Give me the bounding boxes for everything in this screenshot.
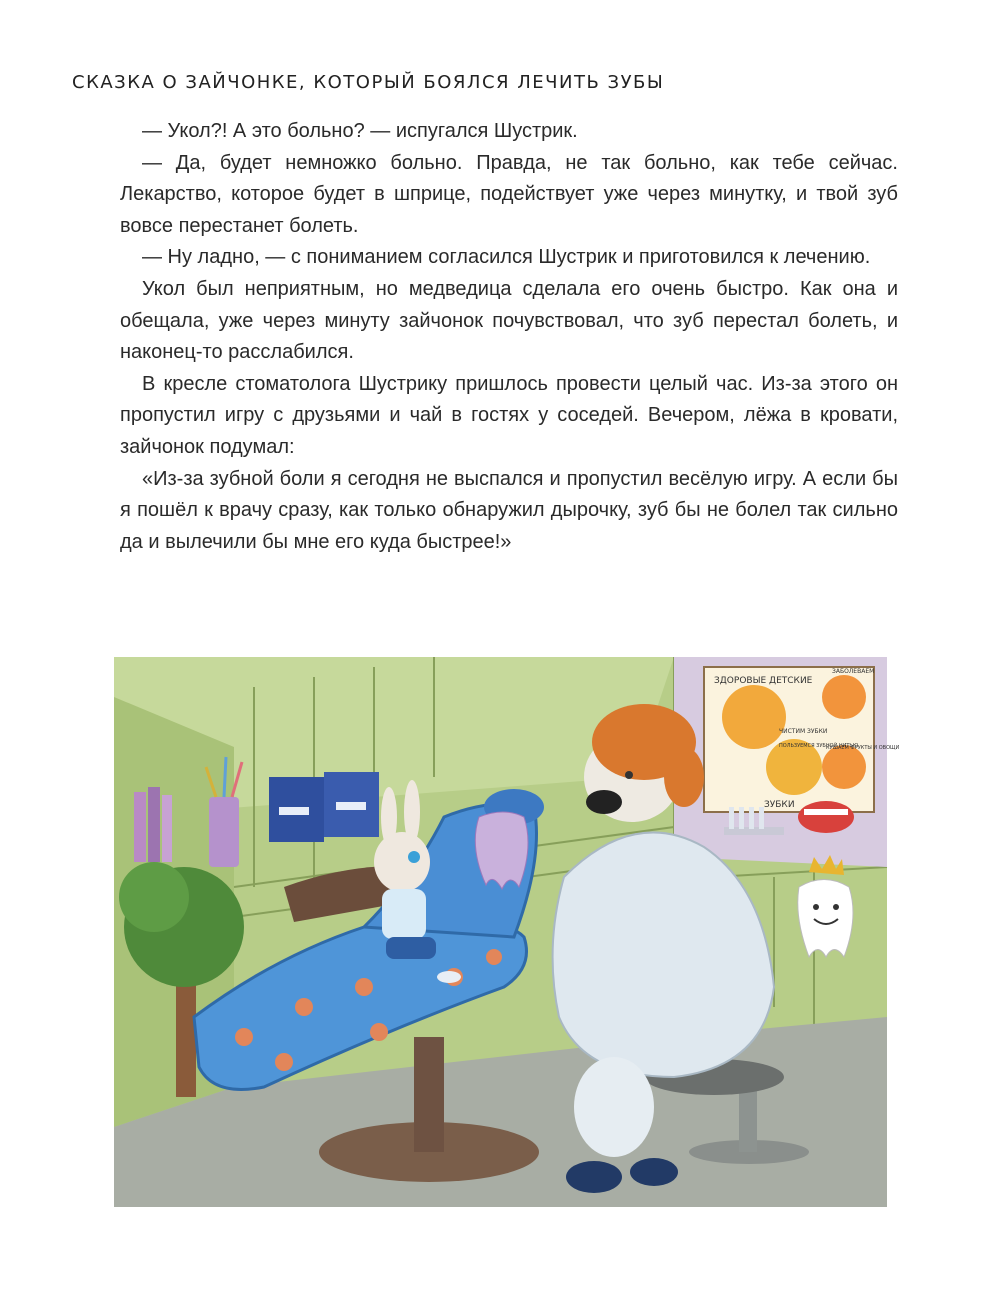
svg-text:ПОЛЬЗУЕМСЯ ЗУБНОЙ НИТЬЮ: ПОЛЬЗУЕМСЯ ЗУБНОЙ НИТЬЮ — [779, 743, 859, 749]
svg-text:ЗУБКИ: ЗУБКИ — [764, 800, 795, 810]
supply-boxes — [269, 772, 379, 842]
story-text — [120, 116, 898, 558]
jaw-model — [798, 801, 854, 833]
svg-text:КУШАЕМ ФРУКТЫ И ОВОЩИ: КУШАЕМ ФРУКТЫ И ОВОЩИ — [826, 745, 900, 751]
svg-text:ЗДОРОВЫЕ ДЕТСКИЕ: ЗДОРОВЫЕ ДЕТСКИЕ — [714, 676, 813, 686]
sick-tooth — [475, 812, 528, 889]
paragraph: — Укол?! А это больно? — испугался Шустрик. — [142, 120, 578, 142]
paragraph: «Из-за зубной боли я сегодня не выспался и пропустил весёлую игру. А если бы я пошёл к врачу сразу, как только обнаружил дырочку, зуб бы не болел так сильно да и вылечили бы мне его куда быстрее!» — [120, 467, 898, 553]
paragraph: В кресле стоматолога Шустрику пришлось провести целый час. Из-за этого он пропустил игру с друзьями и чай в гостях у соседей. Вечером, лёжа в кровати, зайчонок подумал: — [120, 372, 898, 458]
svg-text:ЧИСТИМ ЗУБКИ: ЧИСТИМ ЗУБКИ — [779, 728, 828, 735]
paragraph: — Ну ладно, — с пониманием согласился Шустрик и приготовился к лечению. — [142, 246, 871, 269]
dentist-illustration — [114, 657, 900, 1207]
books — [134, 787, 172, 862]
running-header: СКАЗКА О ЗАЙЧОНКЕ, КОТОРЫЙ БОЯЛСЯ ЛЕЧИТЬ ЗУБЫ — [72, 72, 665, 93]
svg-text:ЗАБОЛЕВАЕМ: ЗАБОЛЕВАЕМ — [832, 668, 875, 675]
health-poster — [704, 667, 899, 812]
paragraph: Укол был неприятным, но медведица сделала его очень быстро. Как она и обещала, уже через минуту зайчонок почувствовал, что зуб перестал болеть, и наконец-то расслабился. — [120, 277, 898, 364]
paragraph: — Да, будет немножко больно. Правда, не так больно, как тебе сейчас. Лекарство, которое будет в шприце, подействует уже через минутку, и твой зуб вовсе перестанет болеть. — [120, 151, 898, 237]
